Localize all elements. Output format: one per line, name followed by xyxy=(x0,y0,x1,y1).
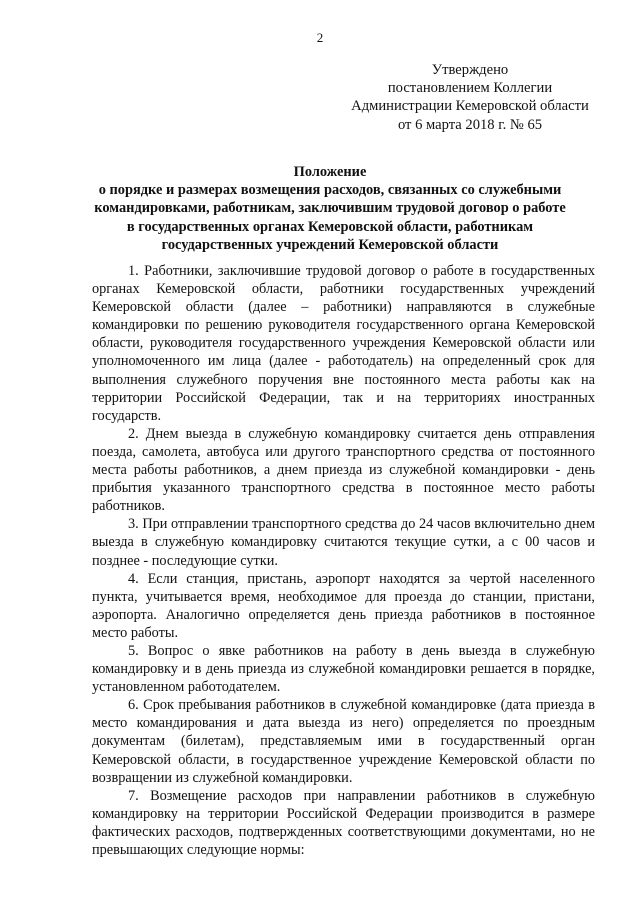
paragraph-3: 3. При отправлении транспортного средства до 24 часов включительно днем выезда в служебную командировку считаются текущие сутки, а с 00 часов и позднее - последующие сутки. xyxy=(92,516,595,569)
title-line: Положение xyxy=(293,164,367,180)
approval-line: Утверждено xyxy=(431,62,509,78)
approval-line: постановлением Коллегии xyxy=(387,80,553,97)
page-number: 2 xyxy=(316,30,324,45)
document-title xyxy=(60,163,600,254)
title-line: государственных учреждений Кемеровской области xyxy=(161,236,499,253)
paragraph-7: 7. Возмещение расходов при направлении работников в служебную командировку на территории Российской Федерации производится в размере фактических расходов, подтвержденных соответствующими документами, но не превышающих следующие нормы: xyxy=(92,787,595,858)
paragraph-4: 4. Если станция, пристань, аэропорт находятся за чертой населенного пункта, учитывается время, необходимое для проезда до станции, пристани, аэропорта. Аналогично определяется день приезда работников в постоянное место работы. xyxy=(92,570,595,641)
title-line: в государственных органах Кемеровской области, работникам xyxy=(126,218,534,235)
title-line: командировками, работникам, заключившим трудовой договор о работе xyxy=(94,200,566,217)
paragraph-2: 2. Днем выезда в служебную командировку считается день отправления поезда, самолета, автобуса или другого транспортного средства от постоянного места работы работников, а днем приезда из служебной командировки - день прибытия указанного транспортного средства в постоянное место работы работников. xyxy=(92,425,595,515)
paragraph-5: 5. Вопрос о явке работников на работу в день выезда в служебную командировку и в день приезда из служебной командировки решается в порядке, установленном работодателем. xyxy=(92,642,595,696)
paragraph-6: 6. Срок пребывания работников в служебной командировке (дата приезда в место командирования и дата выезда из него) определяется по проездным документам (билетам), представляемым ими в государственный орган Кемеровской области, в государственное учреждение Кемеровской области по возвращении из служебной командировки. xyxy=(92,697,595,786)
paragraph-1: 1. Работники, заключившие трудовой договор о работе в государственных органах Кемеровской области, работники государственных учреждений Кемеровской области (далее – работники) направляются в служебные командировки по решению руководителя государственного органа Кемеровской области, руководителя государственного учреждения Кемеровской области или уполномоченного им лица (далее - работодатель) на определенный срок для выполнения служебного поручения вне постоянного места работы как на территории Российской Федерации, так и на территориях иностранных государств. xyxy=(92,263,595,424)
approval-block xyxy=(340,61,600,134)
title-line: о порядке и размерах возмещения расходов, связанных со служебными xyxy=(98,182,562,199)
approval-line: от 6 марта 2018 г. № 65 xyxy=(397,116,543,133)
document-body xyxy=(92,262,595,859)
approval-line: Администрации Кемеровской области xyxy=(351,98,589,115)
